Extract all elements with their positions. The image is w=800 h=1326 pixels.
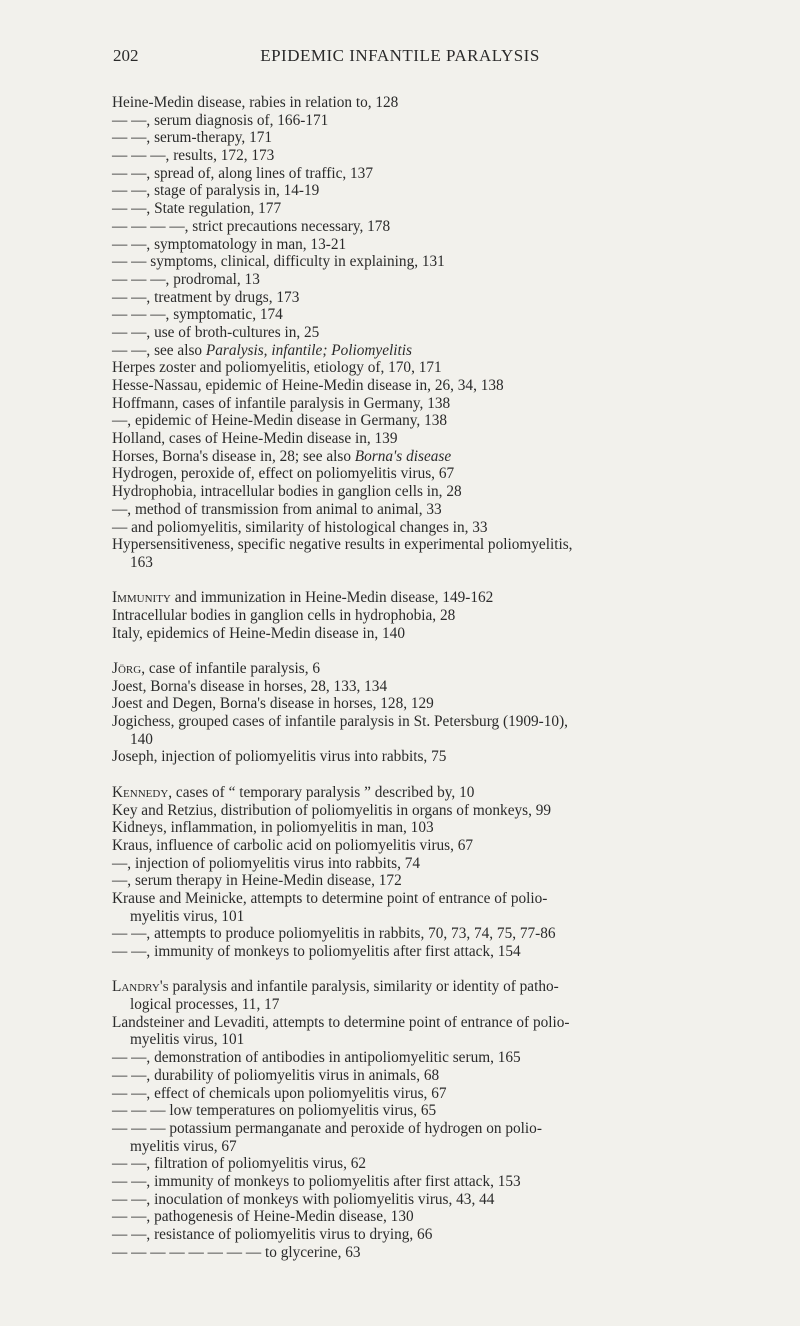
running-title: EPIDEMIC INFANTILE PARALYSIS: [260, 46, 540, 65]
index-entry: Joest, Borna's disease in horses, 28, 133, 134: [112, 677, 388, 695]
index-entry: Kidneys, inflammation, in poliomyelitis in man, 103: [112, 819, 434, 837]
index-entry: — —, pathogenesis of Heine-Medin disease, 130: [112, 1208, 414, 1226]
index-entry: [112, 660, 792, 678]
index-entry: — —, stage of paralysis in, 14-19: [112, 182, 320, 200]
index-entry: Hoffmann, cases of infantile paralysis in Germany, 138: [112, 394, 451, 412]
index-entry: — and poliomyelitis, similarity of histological changes in, 33: [112, 518, 488, 536]
index-entry: Kraus, influence of carbolic acid on poliomyelitis virus, 67: [112, 836, 474, 854]
index-entry-continuation: myelitis virus, 67: [130, 1137, 237, 1155]
index-entry-continuation: 140: [130, 730, 153, 748]
cross-reference: Borna's disease: [354, 447, 452, 465]
index-entry: Krause and Meinicke, attempts to determine point of entrance of polio-: [112, 889, 548, 907]
index-entry-continuation: 163: [130, 553, 153, 571]
index-entry: — — —, prodromal, 13: [112, 270, 260, 288]
index-entry: — —, symptomatology in man, 13-21: [112, 235, 347, 253]
index-entry: —, epidemic of Heine-Medin disease in Germany, 138: [112, 412, 448, 430]
page-header: [0, 46, 800, 70]
index-entry: — — — potassium permanganate and peroxide of hydrogen on polio-: [112, 1119, 542, 1137]
index-entry: Italy, epidemics of Heine-Medin disease in, 140: [112, 624, 405, 642]
index-entry: — — — —, strict precautions necessary, 178: [112, 217, 391, 235]
index-entry: Hydrophobia, intracellular bodies in ganglion cells in, 28: [112, 483, 462, 501]
index-entry: — —, State regulation, 177: [112, 200, 282, 218]
index-entry: —, method of transmission from animal to animal, 33: [112, 500, 442, 518]
cross-reference: Paralysis, infantile; Poliomyelitis: [205, 341, 412, 359]
index-entry: — —, effect of chemicals upon poliomyelitis virus, 67: [112, 1084, 447, 1102]
index-entry: —, injection of poliomyelitis virus into rabbits, 74: [112, 854, 421, 872]
index-entry: — —, serum diagnosis of, 166-171: [112, 111, 329, 129]
index-entry: — —, immunity of monkeys to poliomyelitis after first attack, 154: [112, 943, 521, 960]
index-entry: — —, demonstration of antibodies in antipoliomyelitic serum, 165: [112, 1049, 521, 1067]
index-entry: — —, serum-therapy, 171: [112, 129, 273, 147]
index-entry: Herpes zoster and poliomyelitis, etiology of, 170, 171: [112, 359, 442, 377]
index-entry: [112, 784, 792, 802]
index-entry: — — — — — — — — to glycerine, 63: [112, 1243, 361, 1261]
index-entry: — —, resistance of poliomyelitis virus to drying, 66: [112, 1226, 433, 1243]
index-entry: — —, inoculation of monkeys with poliomyelitis virus, 43, 44: [112, 1190, 495, 1208]
index-entry: Jogichess, grouped cases of infantile paralysis in St. Petersburg (1909-10),: [112, 713, 568, 731]
page-number: 202: [113, 46, 139, 65]
index-entry: — — —, symptomatic, 174: [112, 306, 283, 324]
index-entry-continuation: myelitis virus, 101: [130, 907, 245, 925]
index-entry: Hydrogen, peroxide of, effect on poliomyelitis virus, 67: [112, 465, 455, 483]
index-entry: [112, 342, 792, 360]
index-entry: — — symptoms, clinical, difficulty in explaining, 131: [112, 253, 445, 271]
index-entry: Landsteiner and Levaditi, attempts to determine point of entrance of polio-: [112, 1013, 570, 1031]
index-entry: Key and Retzius, distribution of poliomyelitis in organs of monkeys, 99: [112, 801, 552, 819]
index-entry: Hypersensitiveness, specific negative results in experimental poliomyelitis,: [112, 536, 573, 554]
index-entry: — — — low temperatures on poliomyelitis virus, 65: [112, 1102, 437, 1120]
section-lead-word: Landry's: [112, 978, 169, 996]
index-entry: Intracellular bodies in ganglion cells in hydrophobia, 28: [112, 606, 456, 624]
section-lead-word: Immunity: [112, 589, 171, 607]
index-entry: [112, 589, 792, 607]
index-entry: — —, filtration of poliomyelitis virus, 62: [112, 1155, 367, 1173]
index-entry: — —, treatment by drugs, 173: [112, 288, 300, 306]
index-entry: Joseph, injection of poliomyelitis virus into rabbits, 75: [112, 748, 447, 766]
index-entry-continuation: logical processes, 11, 17: [130, 996, 280, 1014]
entry-text: — —, see also: [112, 341, 206, 359]
index-entry: — —, durability of poliomyelitis virus in animals, 68: [112, 1066, 440, 1084]
index-entry: — —, spread of, along lines of traffic, 137: [112, 164, 373, 182]
entry-text: paralysis and infantile paralysis, similarity or identity of patho-: [168, 978, 559, 996]
section-lead-word: Kennedy: [112, 783, 169, 801]
index-entry: Holland, cases of Heine-Medin disease in, 139: [112, 430, 398, 448]
entry-text: , cases of “ temporary paralysis ” described by, 10: [168, 783, 475, 801]
entry-text: Horses, Borna's disease in, 28; see also: [112, 447, 355, 465]
index-entry-continuation: myelitis virus, 101: [130, 1031, 245, 1049]
index-body: [112, 94, 792, 1261]
index-entry: Joest and Degen, Borna's disease in horses, 128, 129: [112, 695, 434, 713]
index-entry: — —, use of broth-cultures in, 25: [112, 323, 320, 341]
entry-text: and immunization in Heine-Medin disease, 149-162: [170, 589, 494, 607]
section-lead-word: Jörg: [112, 660, 142, 677]
entry-text: , case of infantile paralysis, 6: [141, 660, 321, 677]
index-entry: — —, attempts to produce poliomyelitis in rabbits, 70, 73, 74, 75, 77-86: [112, 925, 556, 943]
index-entry: — — —, results, 172, 173: [112, 147, 275, 165]
index-entry: — —, immunity of monkeys to poliomyelitis after first attack, 153: [112, 1172, 521, 1190]
index-entry: Heine-Medin disease, rabies in relation to, 128: [112, 94, 399, 111]
index-entry: —, serum therapy in Heine-Medin disease, 172: [112, 872, 402, 890]
index-entry: Hesse-Nassau, epidemic of Heine-Medin disease in, 26, 34, 138: [112, 377, 504, 394]
index-entry: [112, 448, 792, 466]
index-entry: [112, 978, 792, 996]
